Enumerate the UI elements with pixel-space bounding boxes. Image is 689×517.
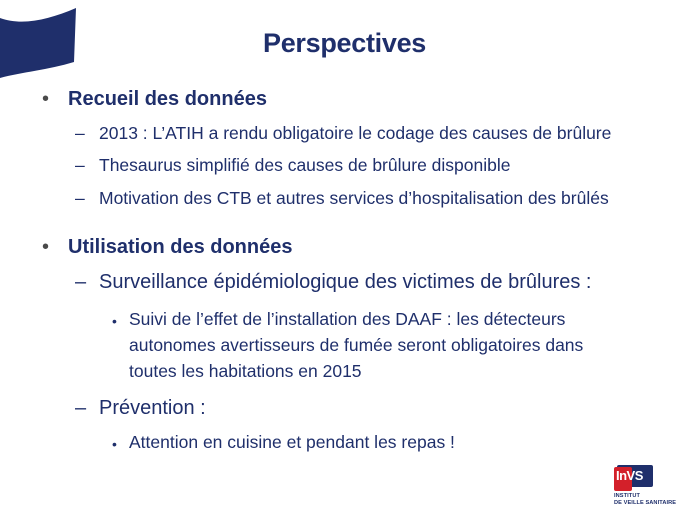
list-item-text: Prévention : xyxy=(99,397,206,419)
dash-marker: – xyxy=(75,271,87,293)
list-item-text: Surveillance épidémiologique des victimes de brûlures : xyxy=(99,271,592,293)
sub-line: Attention en cuisine et pendant les repas ! xyxy=(129,432,455,452)
section-heading: Recueil des données xyxy=(68,88,267,110)
bullet-marker: • xyxy=(42,88,50,110)
section-heading: Utilisation des données xyxy=(68,236,293,258)
slide-title: Perspectives xyxy=(262,28,426,58)
bullet-marker: • xyxy=(42,236,50,258)
logo-line-1: INSTITUT xyxy=(614,493,640,499)
dash-marker: – xyxy=(75,123,85,143)
subbullet-marker: • xyxy=(112,313,117,329)
logo-mark: InVS xyxy=(616,468,643,483)
list-item-text: Thesaurus simplifié des causes de brûlure disponible xyxy=(99,155,511,175)
list-item-text: 2013 : L’ATIH a rendu obligatoire le codage des causes de brûlure xyxy=(99,123,612,143)
dash-marker: – xyxy=(75,397,87,419)
dash-marker: – xyxy=(75,155,85,175)
invs-logo xyxy=(614,465,677,509)
subbullet-marker: • xyxy=(112,436,117,452)
sub-line: toutes les habitations en 2015 xyxy=(129,361,362,381)
dash-marker: – xyxy=(75,188,85,208)
logo-line-2: DE VEILLE SANITAIRE xyxy=(614,500,677,506)
sub-line: Suivi de l’effet de l’installation des DAAF : les détecteurs xyxy=(129,309,566,329)
list-item-text: Motivation des CTB et autres services d’hospitalisation des brûlés xyxy=(99,188,609,208)
sub-line: autonomes avertisseurs de fumée seront obligatoires dans xyxy=(129,335,584,355)
